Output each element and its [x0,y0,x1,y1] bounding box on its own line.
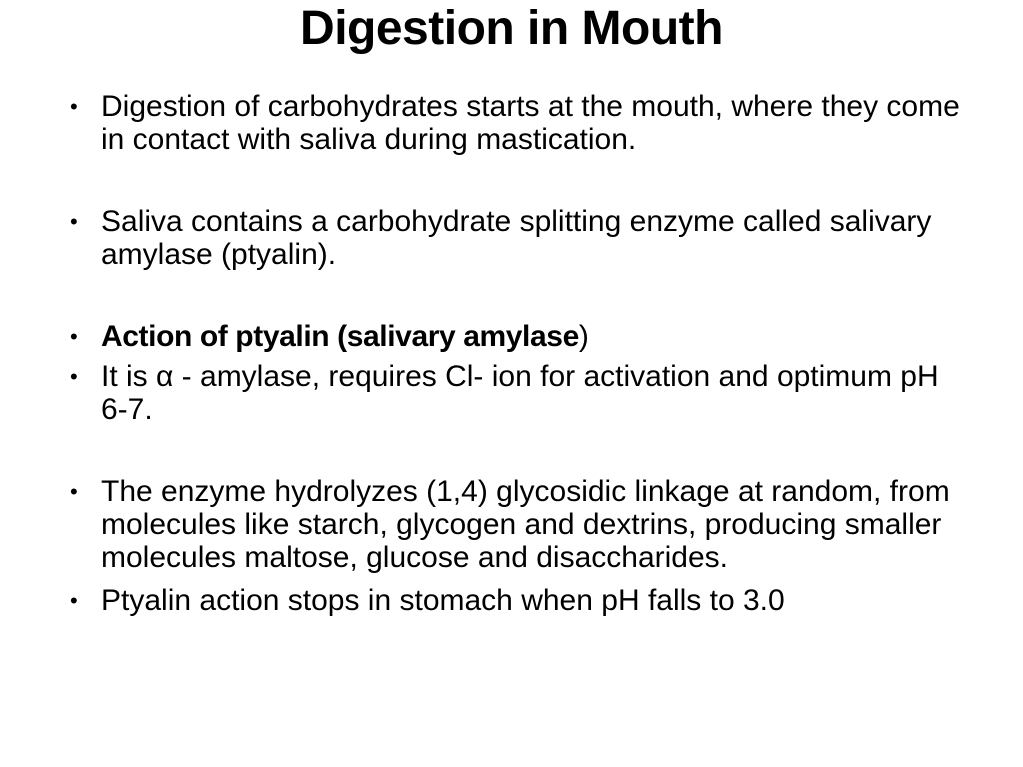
bullet-icon: • [70,364,78,389]
bullet-text-suffix: ) [578,320,589,353]
bullet-icon: • [70,324,78,349]
bullet-text: Ptyalin action stops in stomach when pH falls to 3.0 [101,584,785,617]
bullet-item-6 [70,584,970,617]
bullet-item-4 [70,360,970,426]
bullet-text: Saliva contains a carbohydrate splitting enzyme called salivary amylase (ptyalin). [101,205,932,271]
bullet-item-3 [70,320,970,353]
bullet-list [70,88,970,617]
bullet-text: The enzyme hydrolyzes (1,4) glycosidic linkage at random, from molecules like starch, glycogen and dextrins, producing smaller molecules maltose, glucose and disaccharides. [101,475,950,574]
bullet-item-1 [70,90,970,156]
bullet-icon: • [70,588,78,613]
bullet-item-5 [70,475,970,574]
slide-title: Digestion in Mouth [300,2,723,55]
bullet-icon: • [70,94,78,119]
bullet-bold-text: Action of ptyalin (salivary amylase [101,320,579,353]
bullet-text: Digestion of carbohydrates starts at the mouth, where they come in contact with saliva during mastication. [101,90,960,156]
bullet-icon: • [70,209,78,234]
bullet-icon: • [70,479,78,504]
bullet-text: It is α - amylase, requires Cl- ion for activation and optimum pH 6-7. [101,360,939,426]
bullet-item-2 [70,205,970,271]
